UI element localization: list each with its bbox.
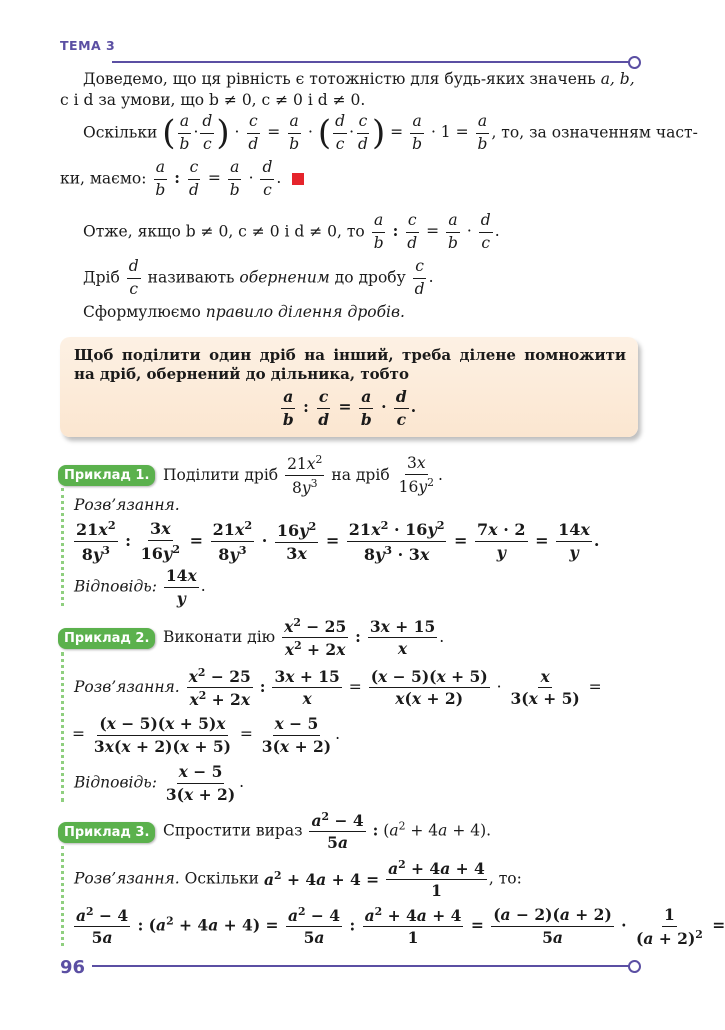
header-rule-end-icon bbox=[628, 56, 641, 69]
example-1-solution: $\frac{21x^2}{8y^3}$ : $\frac{3x}{16y^2}$ = $\frac{21x^2}{8y^3}$ · $\frac{16y^2}{3x}$ = $\frac{21x^2 \cdot 16y^2}{8y^3 \cdot 3x}$ = $\frac{7x \cdot 2}{y}$ = $\frac{14x}{y}$ . bbox=[76, 518, 600, 565]
rule-formula: $\frac{a}{b}$ : $\frac{c}{d}$ = $\frac{a}{b}$ · $\frac{d}{c}$ . bbox=[282, 387, 417, 429]
example-1-badge: Приклад 1. bbox=[58, 465, 155, 486]
conclusion-line: Отже, якщо b ≠ 0, c ≠ 0 і d ≠ 0, то $\frac{a}{b}$ : $\frac{c}{d}$ = $\frac{a}{b}$ · $\frac{d}{c}$ . bbox=[83, 211, 500, 252]
example-3-solution-2: $\frac{a^2 - 4}{5a}$ : $(a^2 + 4a + 4)$ = $\frac{a^2 - 4}{5a}$ : $\frac{a^2 + 4a + 4}{1}$ = $\frac{(a - 2)(a + 2)}{5a}$ · $\frac{1}{(a + 2)^2}$ = bbox=[76, 905, 725, 948]
rule-text: Щоб поділити один дріб на інший, треба ділене помножити на дріб, обернений до дільника, тобто bbox=[74, 346, 626, 383]
page-number: 96 bbox=[60, 957, 86, 978]
formulate-line: Сформулюємо правило ділення дробів. bbox=[83, 303, 405, 321]
intro-line-2: c і d за умови, що b ≠ 0, c ≠ 0 і d ≠ 0. bbox=[60, 91, 366, 109]
footer-rule-end-icon bbox=[628, 960, 641, 973]
example-1-answer: Відповідь: $\frac{14x}{y}$ . bbox=[74, 566, 206, 608]
example-3-badge: Приклад 3. bbox=[58, 822, 155, 843]
example-1-dots bbox=[61, 488, 68, 606]
example-3-dots bbox=[61, 846, 68, 946]
example-3-solution-1: Розв’язання. Оскільки $a^2 + 4a + 4$ = $\frac{a^2 + 4a + 4}{1}$ , то: bbox=[74, 858, 522, 901]
example-1-task: Поділити дріб $\frac{21x^2}{8y^3}$ на дріб $\frac{3x}{16y^2}$ . bbox=[163, 453, 443, 498]
footer-rule bbox=[92, 965, 630, 967]
example-2-badge: Приклад 2. bbox=[58, 628, 155, 649]
example-2-task: Виконати дію $\frac{x^2 - 25}{x^2 + 2x}$ : $\frac{3x + 15}{x}$ . bbox=[163, 616, 445, 660]
example-2-solution-2: = $\frac{(x - 5)(x + 5)x}{3x(x + 2)(x + 5)}$ = $\frac{x - 5}{3(x + 2)}$ . bbox=[72, 714, 341, 756]
example-3-task: Спростити вираз $\frac{a^2 - 4}{5a}$ : $(a^2 + 4a + 4)$. bbox=[163, 810, 492, 853]
intro-line-3: Оскільки ( $\frac{a}{b}$ · $\frac{d}{c}$ ) · $\frac{c}{d}$ = $\frac{a}{b}$ · ( $\frac{d}{c}$ · $\frac{c}{d}$ ) = $\frac{a}{b}$ · 1 = $\frac{a}{b}$ , то, за означенням част- bbox=[83, 112, 698, 153]
topic-label: ТЕМА 3 bbox=[60, 38, 116, 53]
end-of-proof-icon bbox=[292, 173, 304, 185]
example-1-solution-label: Розв’язання. bbox=[74, 496, 180, 514]
example-2-answer: Відповідь: $\frac{x - 5}{3(x + 2)}$ . bbox=[74, 762, 245, 804]
reciprocal-line: Дріб $\frac{d}{c}$ називають оберненим до дробу $\frac{c}{d}$ . bbox=[83, 257, 434, 298]
intro-line-4: ки, маємо: $\frac{a}{b}$ : $\frac{c}{d}$ = $\frac{a}{b}$ · $\frac{d}{c}$ . bbox=[60, 160, 635, 198]
header-rule bbox=[112, 61, 630, 63]
intro-line-1: Доведемо, що ця рівність є тотожністю для будь-яких значень a, b, bbox=[83, 70, 635, 88]
example-2-solution-1: Розв’язання. $\frac{x^2 - 25}{x^2 + 2x}$ : $\frac{3x + 15}{x}$ = $\frac{(x - 5)(x + 5)}{x(x + 2)}$ · $\frac{x}{3(x + 5)}$ = bbox=[74, 666, 602, 710]
example-2-dots bbox=[61, 652, 68, 802]
